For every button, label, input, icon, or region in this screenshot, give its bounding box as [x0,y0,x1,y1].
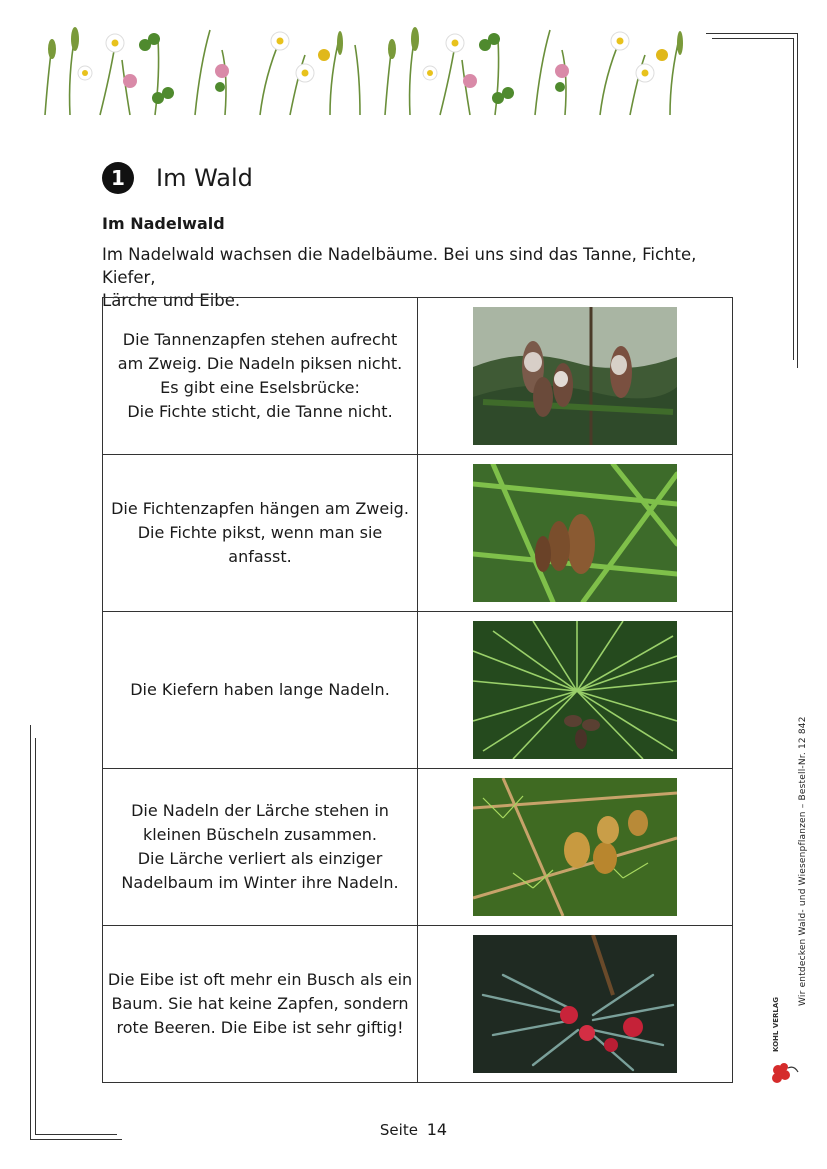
photo-cell [418,769,733,926]
description-cell [103,926,418,1083]
table-row-laerche [103,769,733,926]
description-line: Die Fichte pikst, wenn man sie [137,523,383,542]
table-row-kiefer [103,612,733,769]
chapter-number-badge: 1 [102,162,134,194]
table-row-tanne [103,298,733,455]
photo-cell [418,926,733,1083]
description-line: Die Fichtenzapfen hängen am Zweig. [111,499,409,518]
publisher-logo-text: KOHL VERLAG [772,996,780,1052]
intro-line: Lärche und Eibe. [102,291,241,310]
description-line: Die Nadeln der Lärche stehen in [131,801,389,820]
page-label: Seite [379,1121,418,1139]
frame-right-line [797,33,798,368]
order-info-text: Wir entdecken Wald- und Wiesenpflanzen – Bestell-Nr. 12 842 [798,716,808,1006]
frame-right-line-inner [793,38,794,360]
chapter-heading [102,162,253,194]
section-heading: Im Nadelwald [102,214,225,233]
description-line: Nadelbaum im Winter ihre Nadeln. [121,873,399,892]
description-cell [103,612,418,769]
page-number: 14 [426,1120,448,1139]
pine-needles-photo [473,621,677,759]
photo-cell [418,612,733,769]
publisher-logo [768,996,800,1085]
description-line: Es gibt eine Eselsbrücke: [160,378,360,397]
frame-left-line-inner [35,738,36,1134]
description-cell [103,769,418,926]
description-line: Baum. Sie hat keine Zapfen, sondern [111,994,409,1013]
table-row-eibe [103,926,733,1083]
meadow-flower-border [30,15,710,120]
conifer-table [102,297,733,1083]
larch-cone-photo [473,778,677,916]
description-line: anfasst. [228,547,292,566]
description-cell [103,455,418,612]
photo-cell [418,455,733,612]
description-cell [103,298,418,455]
frame-top-line-inner [712,38,794,39]
frame-left-line [30,725,31,1140]
description-line: Die Tannenzapfen stehen aufrecht [122,330,398,349]
photo-cell [418,298,733,455]
description-line: Die Kiefern haben lange Nadeln. [130,680,390,699]
spruce-cone-photo [473,464,677,602]
chapter-title: Im Wald [156,164,253,192]
description-line: kleinen Büscheln zusammen. [142,825,378,844]
frame-top-line [706,33,798,34]
description-line: Die Eibe ist oft mehr ein Busch als ein [107,970,413,989]
description-line: Die Lärche verliert als einziger [137,849,383,868]
intro-line: Im Nadelwald wachsen die Nadelbäume. Bei uns sind das Tanne, Fichte, Kiefer, [102,245,697,287]
yew-berries-photo [473,935,677,1073]
description-line: Die Fichte sticht, die Tanne nicht. [127,402,393,421]
description-line: am Zweig. Die Nadeln piksen nicht. [117,354,403,373]
table-row-fichte [103,455,733,612]
description-line: rote Beeren. Die Eibe ist sehr giftig! [116,1018,404,1037]
frame-bottom-line [30,1139,122,1140]
fir-cone-photo [473,307,677,445]
page-footer [0,1120,827,1139]
